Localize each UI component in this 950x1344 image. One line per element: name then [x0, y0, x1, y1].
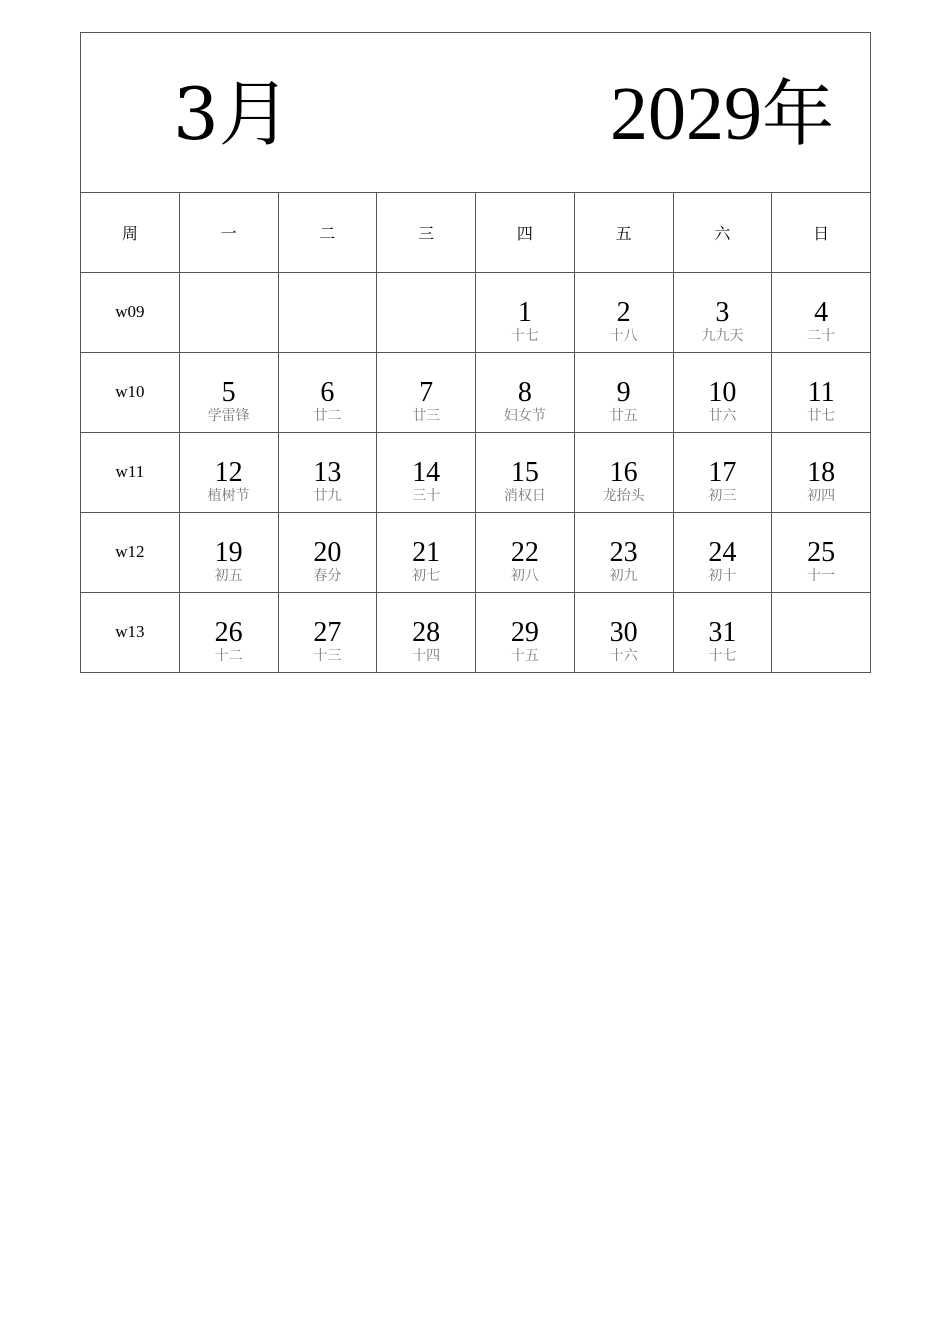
weekday-header-thu: 四	[476, 193, 575, 273]
weekday-header-wed: 三	[377, 193, 476, 273]
calendar	[80, 32, 871, 673]
day-cell	[575, 273, 674, 353]
day-number: 23	[609, 537, 638, 568]
day-number: 7	[419, 377, 434, 408]
lunar-date: 十五	[510, 648, 539, 664]
lunar-date: 初三	[708, 488, 737, 504]
lunar-date: 十七	[708, 648, 737, 664]
lunar-date: 廿六	[708, 408, 737, 424]
calendar-header	[81, 33, 871, 193]
day-cell	[772, 353, 871, 433]
day-cell	[377, 593, 476, 673]
day-number: 17	[708, 457, 737, 488]
day-cell	[180, 513, 279, 593]
lunar-date: 学雷锋	[207, 408, 250, 424]
lunar-date: 初八	[510, 568, 539, 584]
lunar-date: 三十	[412, 488, 441, 504]
day-cell	[476, 433, 575, 513]
day-cell	[575, 353, 674, 433]
day-number: 4	[814, 297, 829, 328]
day-cell	[279, 593, 378, 673]
lunar-date: 十一	[807, 568, 836, 584]
lunar-date: 妇女节	[503, 408, 546, 424]
day-cell	[772, 433, 871, 513]
day-cell	[772, 273, 871, 353]
day-cell	[476, 593, 575, 673]
day-number: 27	[313, 617, 342, 648]
day-cell	[674, 353, 773, 433]
day-number: 31	[708, 617, 737, 648]
day-number: 2	[616, 297, 631, 328]
lunar-date: 廿七	[807, 408, 836, 424]
day-number: 22	[510, 537, 539, 568]
lunar-date: 龙抬头	[602, 488, 645, 504]
day-number: 11	[807, 377, 835, 408]
week-number: w11	[81, 433, 180, 513]
day-number: 28	[412, 617, 441, 648]
year-number: 2029	[609, 72, 762, 156]
day-number: 20	[313, 537, 342, 568]
day-cell	[180, 273, 279, 353]
day-cell	[476, 513, 575, 593]
lunar-date: 春分	[313, 568, 342, 584]
weekday-header-fri: 五	[575, 193, 674, 273]
day-number: 3	[715, 297, 730, 328]
day-cell	[180, 433, 279, 513]
day-cell	[674, 273, 773, 353]
week-number: w09	[81, 273, 180, 353]
day-cell	[279, 273, 378, 353]
lunar-date: 十四	[412, 648, 441, 664]
lunar-date: 十六	[609, 648, 638, 664]
day-number: 29	[510, 617, 539, 648]
year-suffix: 年	[761, 72, 834, 156]
lunar-date: 廿五	[609, 408, 638, 424]
lunar-date: 初十	[708, 568, 737, 584]
day-cell	[476, 353, 575, 433]
weekday-header-sun: 日	[772, 193, 871, 273]
day-number: 13	[313, 457, 342, 488]
day-number: 9	[616, 377, 631, 408]
month-title: 3月	[173, 72, 291, 156]
day-number: 12	[214, 457, 243, 488]
day-number: 25	[807, 537, 836, 568]
day-cell	[575, 433, 674, 513]
lunar-date: 十三	[313, 648, 342, 664]
lunar-date: 初四	[807, 488, 836, 504]
lunar-date: 十七	[510, 328, 539, 344]
day-cell	[279, 353, 378, 433]
day-number: 16	[609, 457, 638, 488]
day-number: 24	[708, 537, 737, 568]
weekday-header-sat: 六	[674, 193, 773, 273]
day-number: 19	[214, 537, 243, 568]
weekday-header-tue: 二	[279, 193, 378, 273]
day-number: 21	[412, 537, 441, 568]
lunar-date: 廿九	[313, 488, 342, 504]
day-cell	[180, 593, 279, 673]
lunar-date: 植树节	[207, 488, 250, 504]
day-number: 1	[517, 297, 532, 328]
lunar-date: 十八	[609, 328, 638, 344]
weekday-header-mon: 一	[180, 193, 279, 273]
day-number: 14	[412, 457, 441, 488]
day-number: 15	[510, 457, 539, 488]
week-number: w13	[81, 593, 180, 673]
day-number: 26	[214, 617, 243, 648]
day-number: 10	[708, 377, 737, 408]
day-cell	[377, 433, 476, 513]
day-cell	[674, 593, 773, 673]
day-cell	[377, 353, 476, 433]
day-cell	[674, 513, 773, 593]
lunar-date: 消权日	[503, 488, 546, 504]
lunar-date: 二十	[807, 328, 836, 344]
day-cell	[772, 593, 871, 673]
day-cell	[377, 273, 476, 353]
day-cell	[575, 593, 674, 673]
day-cell	[279, 433, 378, 513]
lunar-date: 初七	[412, 568, 441, 584]
lunar-date: 初五	[214, 568, 243, 584]
day-cell	[180, 353, 279, 433]
lunar-date: 九九天	[701, 328, 744, 344]
weekday-header-week: 周	[81, 193, 180, 273]
day-number: 6	[320, 377, 335, 408]
day-cell	[575, 513, 674, 593]
lunar-date: 十二	[214, 648, 243, 664]
lunar-date: 廿二	[313, 408, 342, 424]
lunar-date: 廿三	[412, 408, 441, 424]
year-title	[610, 71, 834, 157]
day-cell	[772, 513, 871, 593]
day-number: 8	[517, 377, 532, 408]
day-number: 30	[609, 617, 638, 648]
day-number: 18	[807, 457, 836, 488]
day-cell	[377, 513, 476, 593]
day-cell	[476, 273, 575, 353]
lunar-date: 初九	[609, 568, 638, 584]
week-number: w12	[81, 513, 180, 593]
day-cell	[674, 433, 773, 513]
week-number: w10	[81, 353, 180, 433]
day-number: 5	[221, 377, 236, 408]
day-cell	[279, 513, 378, 593]
calendar-grid	[81, 193, 871, 673]
